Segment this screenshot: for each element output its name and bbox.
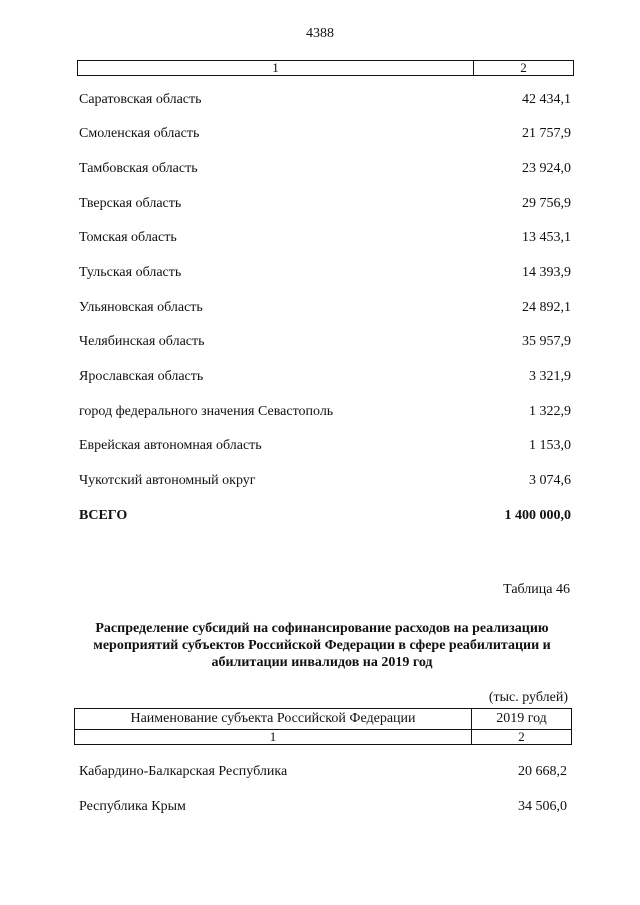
table-title-line: Распределение субсидий на софинансирование расходов на реализацию	[95, 621, 549, 636]
table-row	[79, 369, 571, 389]
table-label: Таблица 46	[503, 582, 570, 597]
region-name: город федерального значения Севастополь	[79, 404, 334, 419]
column-number-1: 1	[75, 730, 472, 745]
column-number-row	[77, 60, 574, 76]
region-name: Чукотский автономный округ	[79, 473, 256, 488]
region-value: 14 393,9	[522, 265, 571, 280]
region-value: 20 668,2	[518, 764, 567, 779]
region-value: 35 957,9	[522, 334, 571, 349]
table-header	[74, 708, 572, 730]
region-name: Тульская область	[79, 265, 182, 280]
table-row	[79, 764, 567, 784]
table-row	[79, 334, 571, 354]
table-row	[79, 161, 571, 181]
region-value: 3 321,9	[529, 369, 571, 384]
total-row	[79, 508, 571, 528]
region-value: 3 074,6	[529, 473, 571, 488]
region-value: 1 322,9	[529, 404, 571, 419]
region-name: Томская область	[79, 230, 177, 245]
column-number-row	[74, 729, 572, 745]
header-year: 2019 год	[472, 709, 572, 730]
table-title	[72, 620, 572, 671]
region-value: 24 892,1	[522, 300, 571, 315]
region-name: Еврейская автономная область	[79, 438, 262, 453]
region-name: Смоленская область	[79, 126, 200, 141]
table-row	[79, 473, 571, 493]
region-name: Челябинская область	[79, 334, 205, 349]
table-row	[79, 300, 571, 320]
region-name: Саратовская область	[79, 92, 202, 107]
table-row	[79, 438, 571, 458]
header-region-name: Наименование субъекта Российской Федерации	[75, 709, 472, 730]
table-row	[79, 404, 571, 424]
region-name: Кабардино-Балкарская Республика	[79, 764, 288, 779]
region-value: 1 153,0	[529, 438, 571, 453]
total-value: 1 400 000,0	[504, 508, 571, 523]
column-number-2: 2	[474, 61, 574, 76]
region-value: 42 434,1	[522, 92, 571, 107]
region-value: 23 924,0	[522, 161, 571, 176]
region-name: Ярославская область	[79, 369, 204, 384]
region-name: Тамбовская область	[79, 161, 198, 176]
table-row	[79, 230, 571, 250]
column-number-1: 1	[78, 61, 474, 76]
total-label: ВСЕГО	[79, 508, 128, 523]
region-value: 21 757,9	[522, 126, 571, 141]
table-title-line: абилитации инвалидов на 2019 год	[211, 655, 433, 670]
unit-note: (тыс. рублей)	[488, 690, 568, 705]
table-row	[79, 126, 571, 146]
region-name: Республика Крым	[79, 799, 186, 814]
table-row	[79, 196, 571, 216]
region-name: Тверская область	[79, 196, 182, 211]
region-name: Ульяновская область	[79, 300, 203, 315]
region-value: 13 453,1	[522, 230, 571, 245]
column-number-2: 2	[472, 730, 572, 745]
region-value: 29 756,9	[522, 196, 571, 211]
table-row	[79, 92, 571, 112]
region-value: 34 506,0	[518, 799, 567, 814]
page-number: 4388	[306, 26, 334, 41]
table-row	[79, 799, 567, 819]
table-title-line: мероприятий субъектов Российской Федерации в сфере реабилитации и	[93, 638, 551, 653]
table-row	[79, 265, 571, 285]
